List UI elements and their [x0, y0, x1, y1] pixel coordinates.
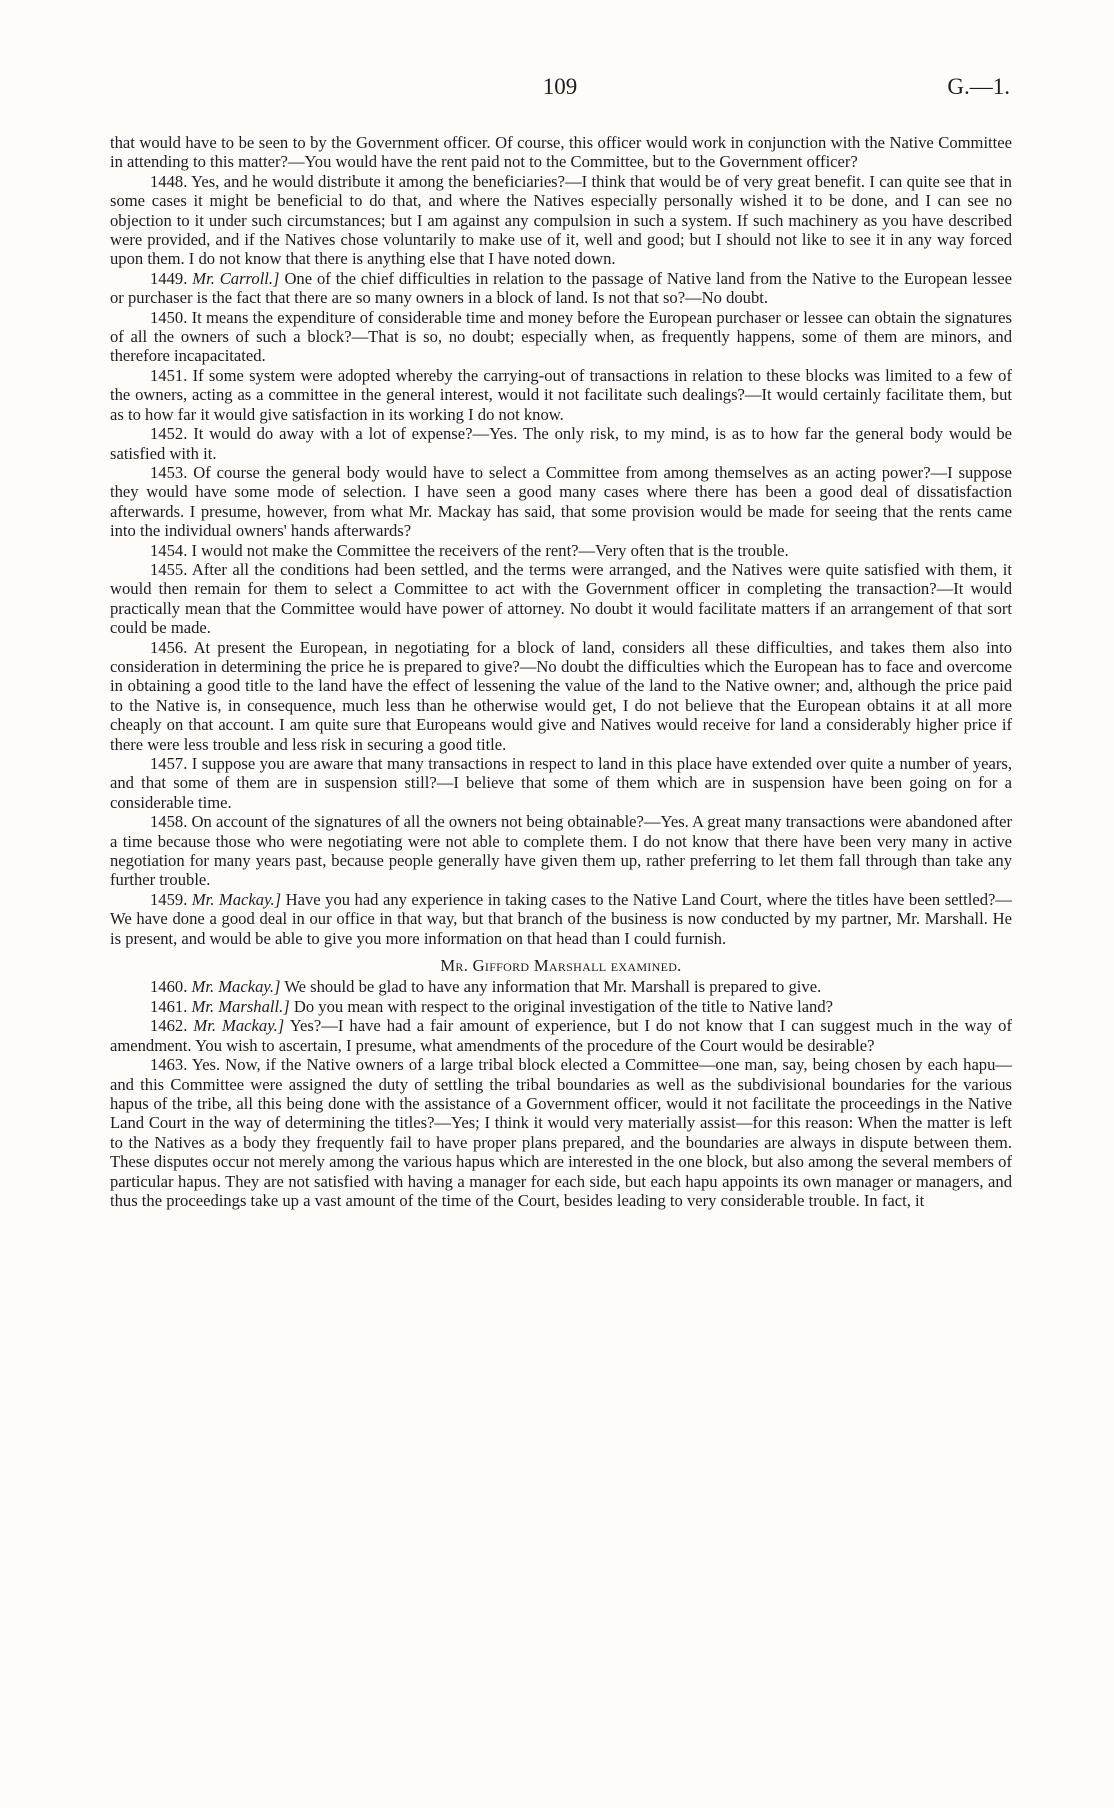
- question-number: 1458.: [150, 812, 188, 832]
- question-number: 1463.: [150, 1055, 188, 1075]
- paragraph-text: At present the European, in negotiating for a block of land, considers all these difficulties, and takes them also into consideration in determining the price he is prepared to give?—No doubt the difficulties which the European has to face and overcome in obtaining a good title to the land have the effect of lessening the value of the land to the Native owner; and, although the price paid to the Native is, in consequence, much less than he otherwise would get, I do not believe that the European obtains it at all more cheaply on that account. I am quite sure that Europeans would give and Natives would receive for land a considerably higher price if there were less trouble and less risk in securing a good title.: [110, 637, 1012, 754]
- paragraph: [110, 754, 1012, 812]
- paragraph: [110, 890, 1012, 948]
- paragraph: [110, 133, 1012, 172]
- paragraph-text: Of course the general body would have to select a Committee from among themselves as an acting power?—I suppose they would have some mode of selection. I have seen a good many cases where there has been a good deal of dissatisfaction afterwards. I presume, however, from what Mr. Mackay has said, that some provision would be made for seeing that the rents came into the individual owners' hands afterwards?: [110, 462, 1013, 541]
- paragraph-text: Yes. Now, if the Native owners of a large tribal block elected a Committee—one man, say, being chosen by each hapu—and this Committee were assigned the duty of settling the tribal boundaries as well as the subdivisional boundaries for the various hapus of the tribe, all this being done with the assistance of a Government officer, would it not facilitate the proceedings in the Native Land Court in the way of determining the titles?—Yes; I think it would very materially assist—for this reason: When the matter is left to the Natives as a body they frequently fail to have proper plans prepared, and the boundaries are always in dispute between them. These disputes occur not merely among the various hapus which are interested in the one block, but also among the several members of particular hapus. They are not satisfied with having a manager for each side, but each hapu appoints its own manager or managers, and thus the proceedings take up a vast amount of the time of the Court, besides leading to very considerable trouble. In fact, it: [110, 1055, 1012, 1210]
- paragraph: [110, 812, 1012, 890]
- paragraph: [110, 308, 1012, 366]
- paragraph-text: It would do away with a lot of expense?—Yes. The only risk, to my mind, is as to how far the general body would be satisfied with it.: [110, 424, 1013, 463]
- question-number: 1457.: [150, 754, 188, 773]
- paragraph-text: that would have to be seen to by the Government officer. Of course, this officer would work in conjunction with the Native Committee in attending to this matter?—You would have the rent paid not to the Committee, but to the Government officer?: [110, 133, 1012, 172]
- question-number: 1459.: [150, 889, 188, 909]
- question-number: 1454.: [150, 540, 188, 560]
- paragraph-text: One of the chief difficulties in relation to the passage of Native land from the Native to the European lessee or purchaser is the fact that there are so many owners in a block of land. Is not that so?—No doubt.: [110, 268, 1013, 308]
- paragraph-text: On account of the signatures of all the owners not being obtainable?—Yes. A great many transactions were abandoned after a time because those who were negotiating were not able to complete them. I do not know that there have been very many in active negotiation for many years past, because people generally have given them up, rather preferring to let them fall through than take any further trouble.: [110, 812, 1012, 890]
- paragraph-text: Yes, and he would distribute it among the beneficiaries?—I think that would be of very great benefit. I can quite see that in some cases it might be beneficial to do that, and where the Natives especially personally wished it to be done, and I can see no objection to it under such circumstances; but I am against any compulsion in such a system. If such machinery as you have described were provided, and if the Natives chose voluntarily to make use of it, well and good; but I should not like to see it in any way forced upon them. I do not know that there is anything else that I have noted down.: [110, 171, 1012, 269]
- paragraph: [110, 424, 1012, 463]
- paragraph: [110, 1055, 1012, 1210]
- speaker-name: Mr. Carroll.]: [192, 268, 280, 288]
- sheet-reference: G.—1.: [947, 74, 1010, 99]
- paragraph: [110, 172, 1012, 269]
- question-number: 1461.: [150, 996, 188, 1016]
- question-number: 1460.: [150, 977, 188, 997]
- page-header: [110, 74, 1010, 104]
- paragraph-text: I suppose you are aware that many transactions in respect to land in this place have extended over quite a number of years, and that some of them are in suspension still?—I believe that some of them which are in suspension have been going on for a considerable time.: [110, 754, 1012, 812]
- question-number: 1450.: [150, 307, 188, 327]
- paragraph-text: I would not make the Committee the receivers of the rent?—Very often that is the trouble.: [191, 540, 789, 560]
- paragraph-text: Have you had any experience in taking cases to the Native Land Court, where the titles have been settled?—We have done a good deal in our office in that way, but that branch of the business is now conducted by my partner, Mr. Marshall. He is present, and would be able to give you more information on that head than I could furnish.: [110, 889, 1012, 948]
- body-text: [110, 133, 1012, 1210]
- question-number: 1462.: [150, 1016, 188, 1036]
- paragraph: [110, 997, 1012, 1016]
- paragraph-text: Yes?—I have had a fair amount of experience, but I do not know that I can suggest much in the way of amendment. You wish to ascertain, I presume, what amendments of the procedure of the Court would be desirable?: [110, 1016, 1012, 1055]
- question-number: 1455.: [150, 559, 188, 579]
- speaker-name: Mr. Mackay.]: [193, 1016, 285, 1036]
- paragraph-text: We should be glad to have any information that Mr. Marshall is prepared to give.: [284, 977, 822, 997]
- question-number: 1448.: [150, 171, 188, 191]
- question-number: 1449.: [150, 268, 188, 288]
- paragraph: [110, 638, 1012, 754]
- question-number: 1451.: [150, 365, 188, 385]
- paragraph: [110, 366, 1012, 424]
- question-number: 1453.: [150, 462, 188, 482]
- paragraph: [110, 1016, 1012, 1055]
- speaker-name: Mr. Mackay.]: [191, 977, 281, 997]
- paragraph: [110, 269, 1012, 308]
- question-number: 1456.: [150, 637, 188, 657]
- page-number: 109: [542, 74, 578, 99]
- speaker-name: Mr. Marshall.]: [191, 996, 290, 1016]
- question-number: 1452.: [150, 424, 188, 444]
- paragraph-text: After all the conditions had been settled, and the terms were arranged, and the Natives were quite satisfied with them, it would then remain for them to select a Committee to act with the Government officer in completing the transaction?—It would practically mean that the Committee would have power of attorney. No doubt it would facilitate matters if an arrangement of that sort could be made.: [110, 559, 1012, 638]
- paragraph: [110, 541, 1012, 560]
- paragraph: [110, 977, 1012, 996]
- paragraph-text: If some system were adopted whereby the carrying-out of transactions in relation to these blocks was limited to a few of the owners, acting as a committee in the general interest, would it not facilitate such dealings?—It would certainly facilitate them, but as to how far it would give satisfaction in its working I do not know.: [110, 365, 1012, 424]
- paragraph-text: Do you mean with respect to the original investigation of the title to Native land?: [293, 996, 834, 1016]
- speaker-name: Mr. Mackay.]: [191, 889, 282, 909]
- paragraph: [110, 560, 1012, 638]
- paragraph-text: It means the expenditure of considerable time and money before the European purchaser or lessee can obtain the signatures of all the owners of such a block?—That is so, no doubt; especially when, as frequently happens, some of them are minors, and therefore incapacitated.: [110, 307, 1012, 366]
- paragraph: [110, 463, 1012, 541]
- section-heading: Mr. Gifford Marshall examined.: [440, 956, 682, 976]
